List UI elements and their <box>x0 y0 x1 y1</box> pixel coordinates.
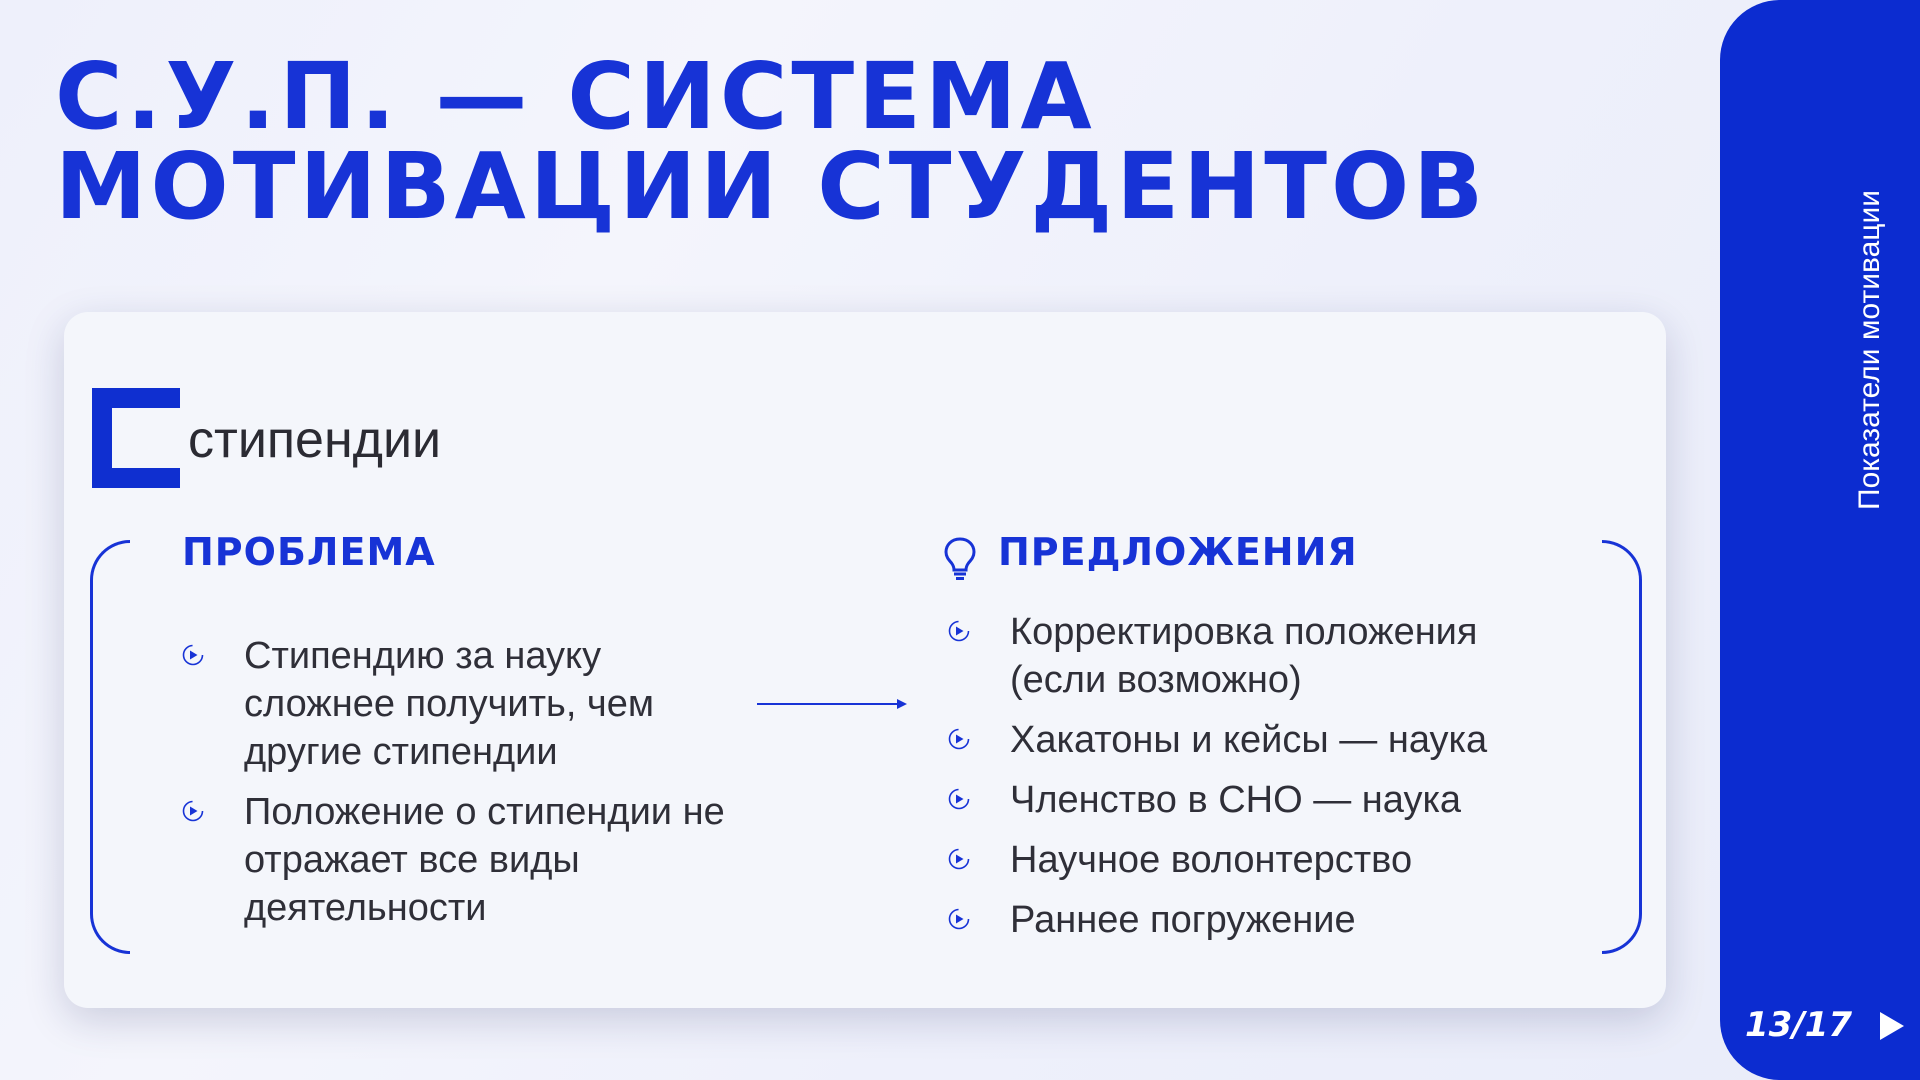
title-line-2: МОТИВАЦИИ СТУДЕНТОВ <box>55 133 1488 240</box>
list-item-text: Положение о стипендии не отражает все виды деятельности <box>244 791 725 929</box>
side-panel <box>1720 0 1920 1080</box>
play-circle-icon <box>182 644 204 666</box>
list-item <box>182 632 742 776</box>
lightbulb-icon <box>942 536 978 582</box>
heading-word: стипендии <box>188 411 442 469</box>
list-item-text: Корректировка положения (если возможно) <box>1010 611 1478 701</box>
list-item-text: Научное волонтерство <box>1010 839 1413 881</box>
next-slide-icon[interactable] <box>1880 1012 1904 1040</box>
list-item-text: Членство в СНО — наука <box>1010 779 1462 821</box>
bracket-right <box>1602 540 1642 954</box>
list-item <box>948 608 1548 704</box>
proposals-title: ПРЕДЛОЖЕНИЯ <box>998 530 1358 574</box>
list-item-text: Стипендию за науку сложнее получить, чем другие стипендии <box>244 635 654 773</box>
page-counter: 13/17 <box>1745 1005 1853 1045</box>
title-line-1: С.У.П. — СИСТЕМА <box>55 43 1096 150</box>
play-circle-icon <box>948 848 970 870</box>
heading-letter-c <box>92 388 180 488</box>
list-item <box>948 836 1548 884</box>
list-item <box>948 896 1548 944</box>
play-circle-icon <box>182 800 204 822</box>
list-item <box>948 776 1548 824</box>
side-section-label: Показатели мотивации <box>1853 190 1886 510</box>
play-circle-icon <box>948 788 970 810</box>
slide-title <box>55 43 1488 240</box>
proposals-list <box>948 608 1548 944</box>
bracket-left <box>90 540 130 954</box>
list-item-text: Хакатоны и кейсы — наука <box>1010 719 1488 761</box>
problem-title: ПРОБЛЕМА <box>182 530 436 574</box>
play-circle-icon <box>948 728 970 750</box>
play-circle-icon <box>948 908 970 930</box>
problem-list <box>182 632 742 932</box>
play-circle-icon <box>948 620 970 642</box>
arrow-right-icon <box>757 697 909 711</box>
list-item <box>182 788 742 932</box>
list-item-text: Раннее погружение <box>1010 899 1356 941</box>
list-item <box>948 716 1548 764</box>
